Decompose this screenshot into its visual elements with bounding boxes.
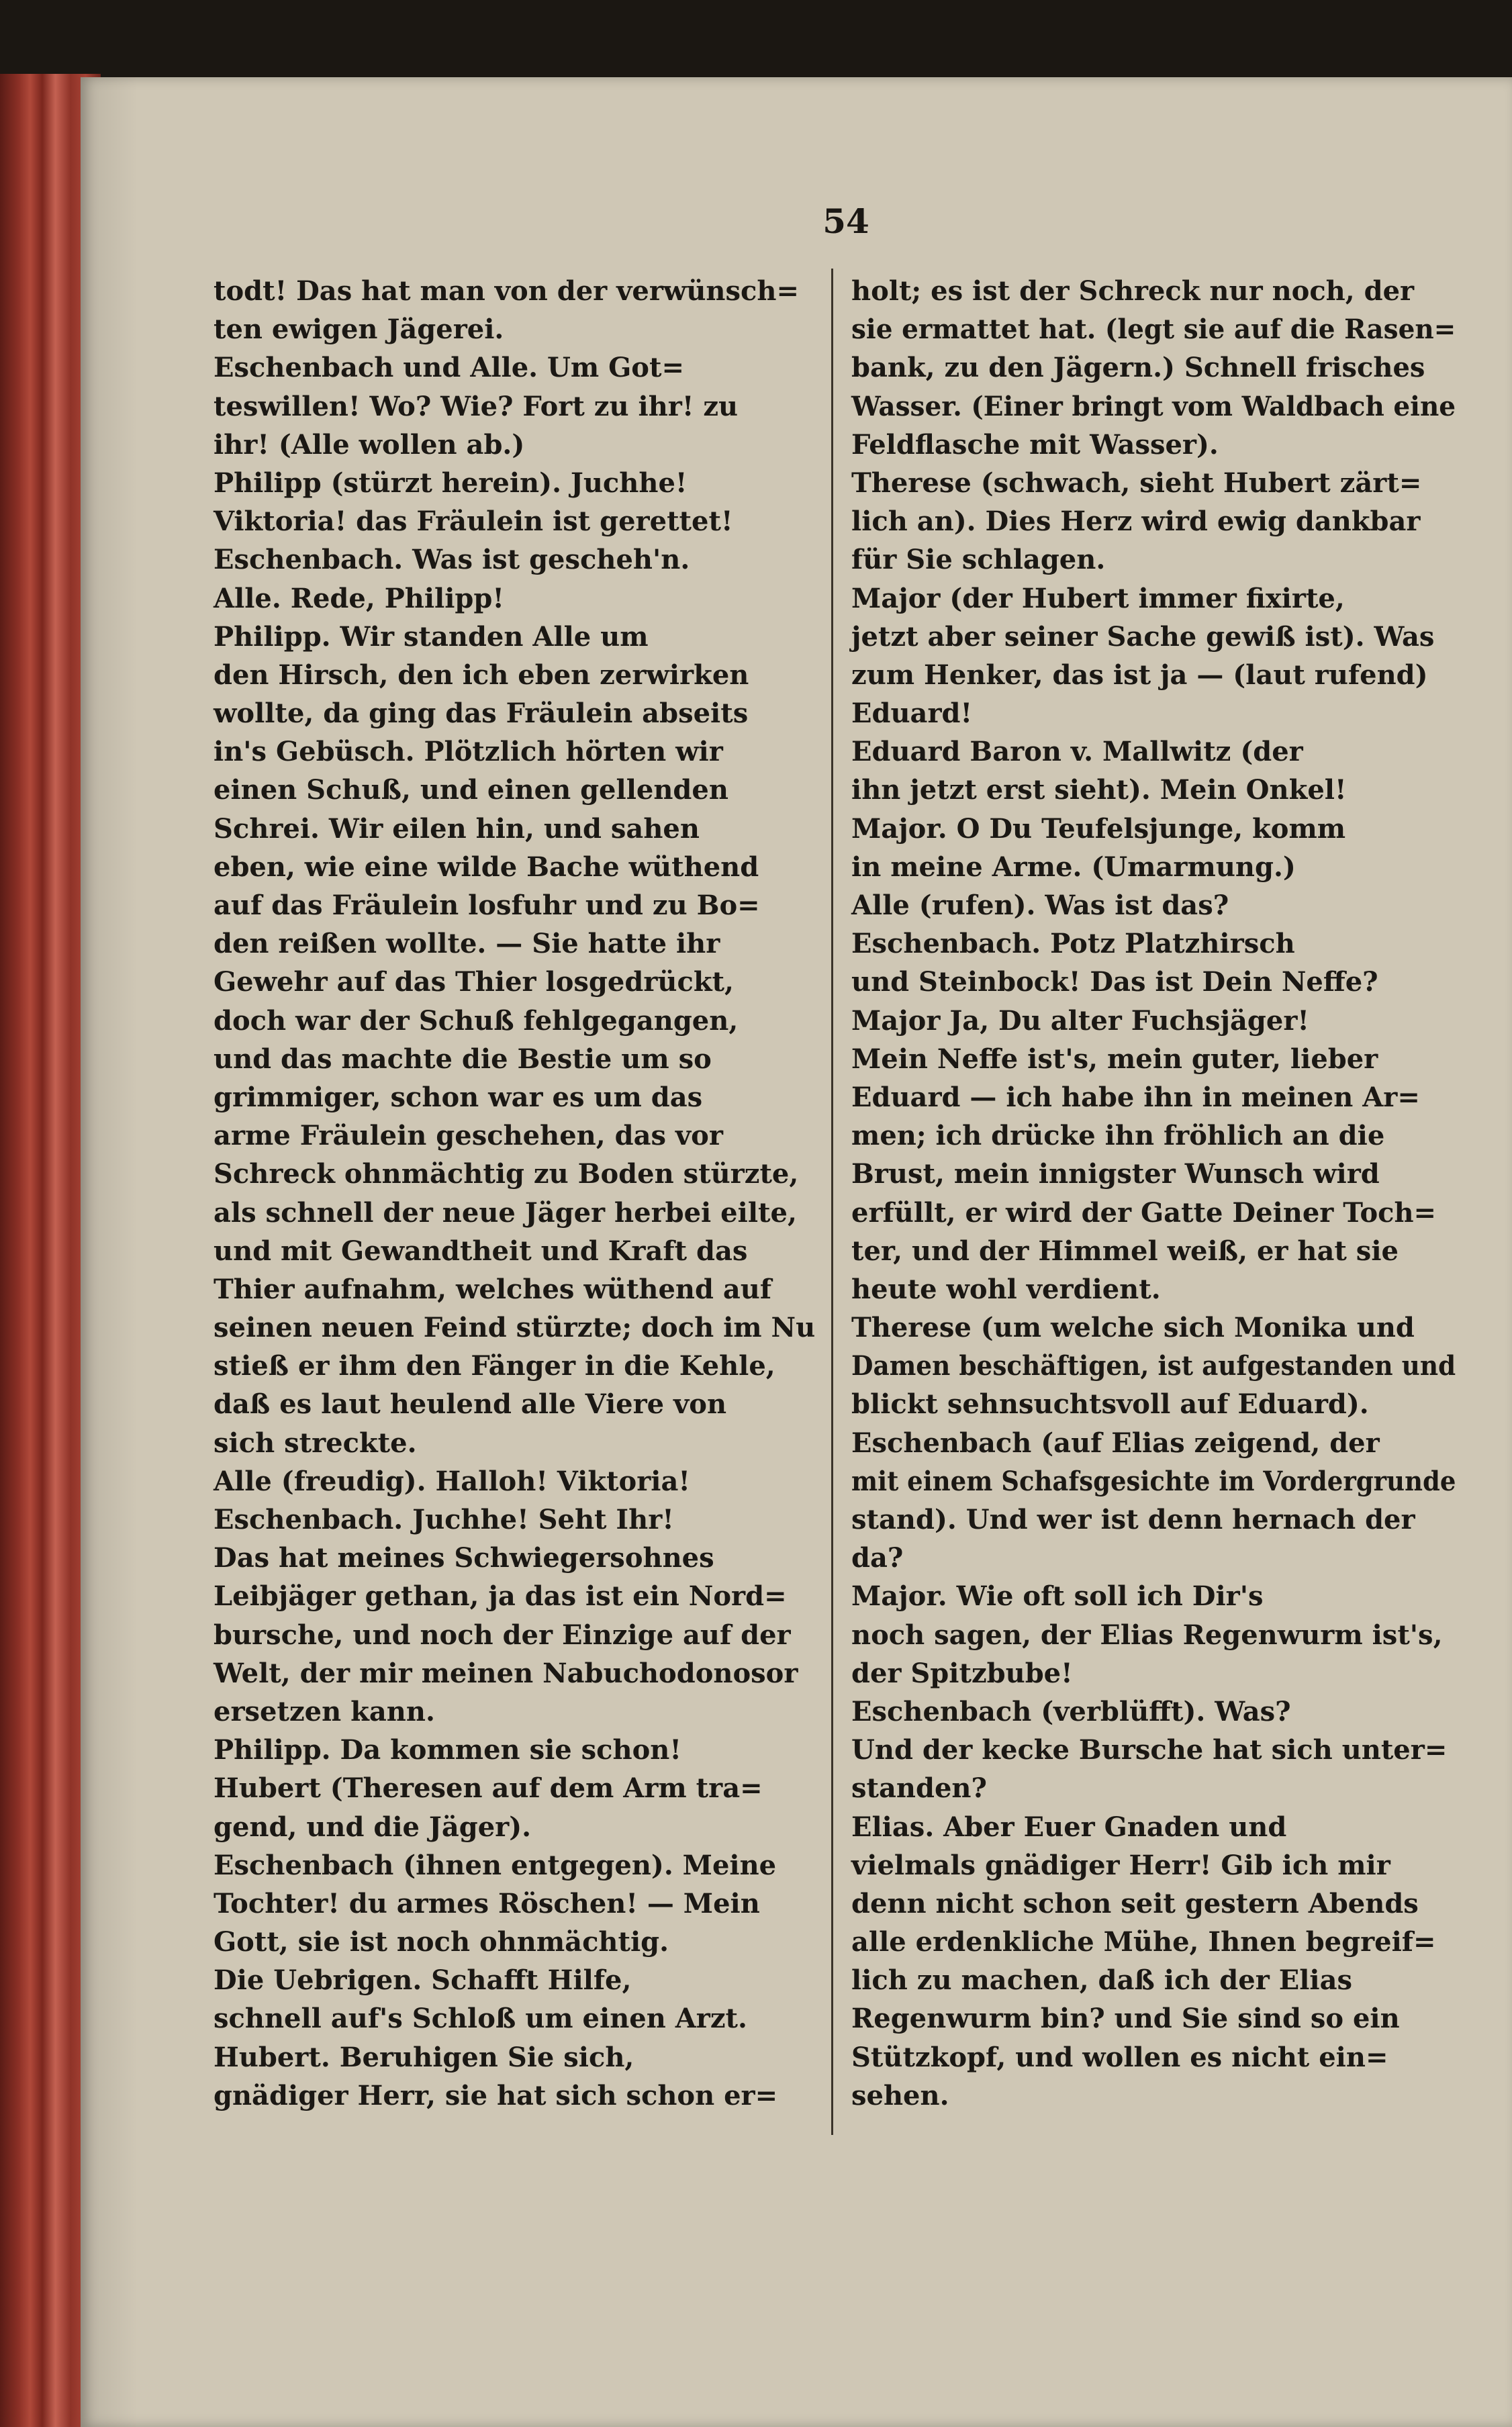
text-line: teswillen! Wo? Wie? Fort zu ihr! zu (214, 390, 739, 422)
text-line: bank, zu den Jägern.) Schnell frisches (851, 352, 1425, 384)
text-line: ten ewigen Jägerei. (214, 314, 504, 346)
text-line: Und der kecke Bursche hat sich unter= (851, 1734, 1448, 1766)
text-line: Eschenbach. Was ist gescheh'n. (214, 544, 690, 576)
text-line: in's Gebüsch. Plötzlich hörten wir (214, 736, 723, 768)
text-line: und mit Gewandtheit und Kraft das (214, 1235, 748, 1267)
text-line: den Hirsch, den ich eben zerwirken (214, 659, 749, 691)
text-line: Mein Neffe ist's, mein guter, lieber (851, 1043, 1378, 1075)
text-line: Alle (freudig). Halloh! Viktoria! (214, 1465, 690, 1497)
text-line: schnell auf's Schloß um einen Arzt. (214, 2003, 747, 2035)
text-line: Philipp (stürzt herein). Juchhe! (214, 467, 688, 499)
text-line: sehen. (851, 2079, 949, 2111)
text-line: Leibjäger gethan, ja das ist ein Nord= (214, 1580, 787, 1613)
text-line: Therese (schwach, sieht Hubert zärt= (851, 467, 1422, 499)
text-line: Major. O Du Teufelsjunge, komm (851, 812, 1346, 845)
text-line: Tochter! du armes Röschen! — Mein (214, 1887, 760, 1919)
text-line: grimmiger, schon war es um das (214, 1081, 703, 1113)
left-text-column (214, 272, 818, 2115)
text-line: einen Schuß, und einen gellenden (214, 774, 728, 806)
text-line: und Steinbock! Das ist Dein Neffe? (851, 966, 1378, 998)
text-line: Philipp. Wir standen Alle um (214, 620, 649, 653)
text-line: jetzt aber seiner Sache gewiß ist). Was (851, 620, 1435, 653)
text-line: mit einem Schafsgesichte im Vordergrunde (851, 1465, 1456, 1497)
text-line: Eschenbach (auf Elias zeigend, der (851, 1427, 1380, 1459)
text-line: Major (der Hubert immer fixirte, (851, 582, 1345, 614)
text-line: Thier aufnahm, welches wüthend auf (214, 1273, 772, 1305)
text-line: auf das Fräulein losfuhr und zu Bo= (214, 890, 760, 921)
text-line: Stützkopf, und wollen es nicht ein= (851, 2041, 1388, 2073)
text-line: Schrei. Wir eilen hin, und sahen (214, 812, 700, 845)
text-line: bursche, und noch der Einzige auf der (214, 1619, 791, 1651)
text-line: Schreck ohnmächtig zu Boden stürzte, (214, 1158, 799, 1190)
text-line: holt; es ist der Schreck nur noch, der (851, 275, 1415, 307)
text-line: sie ermattet hat. (legt sie auf die Rasen= (851, 314, 1456, 346)
right-text-column (851, 272, 1456, 2115)
text-line: arme Fräulein geschehen, das vor (214, 1120, 723, 1152)
text-line: men; ich drücke ihn fröhlich an die (851, 1120, 1385, 1152)
text-line: gnädiger Herr, sie hat sich schon er= (214, 2079, 778, 2111)
text-line: ihr! (Alle wollen ab.) (214, 428, 525, 461)
text-line: als schnell der neue Jäger herbei eilte, (214, 1196, 797, 1229)
text-line: todt! Das hat man von der verwünsch= (214, 275, 799, 307)
text-line: Elias. Aber Euer Gnaden und (851, 1811, 1287, 1843)
text-line: Das hat meines Schwiegersohnes (214, 1542, 714, 1574)
text-line: stieß er ihm den Fänger in die Kehle, (214, 1350, 775, 1382)
text-line: lich an). Dies Herz wird ewig dankbar (851, 506, 1421, 538)
text-line: Welt, der mir meinen Nabuchodonosor (214, 1657, 798, 1689)
text-line: standen? (851, 1772, 987, 1805)
text-line: Philipp. Da kommen sie schon! (214, 1734, 681, 1766)
text-line: Feldflasche mit Wasser). (851, 428, 1219, 461)
text-line: sich streckte. (214, 1427, 417, 1459)
text-line: denn nicht schon seit gestern Abends (851, 1887, 1419, 1919)
column-divider (831, 269, 833, 2135)
text-line: seinen neuen Feind stürzte; doch im Nu (214, 1312, 816, 1344)
page-number: 54 (822, 201, 869, 241)
text-line: Gott, sie ist noch ohnmächtig. (214, 1926, 669, 1958)
text-line: erfüllt, er wird der Gatte Deiner Toch= (851, 1196, 1437, 1229)
text-line: Eschenbach. Juchhe! Seht Ihr! (214, 1504, 674, 1535)
text-line: Regenwurm bin? und Sie sind so ein (851, 2003, 1400, 2035)
text-line: den reißen wollte. — Sie hatte ihr (214, 928, 720, 960)
text-line: wollte, da ging das Fräulein abseits (214, 698, 749, 730)
text-line: Brust, mein innigster Wunsch wird (851, 1158, 1380, 1190)
text-line: ter, und der Himmel weiß, er hat sie (851, 1235, 1399, 1267)
text-line: Eschenbach. Potz Platzhirsch (851, 928, 1295, 960)
text-line: zum Henker, das ist ja — (laut rufend) (851, 659, 1428, 691)
text-line: Gewehr auf das Thier losgedrückt, (214, 966, 734, 998)
text-line: Alle (rufen). Was ist das? (851, 890, 1229, 921)
text-line: Eschenbach (ihnen entgegen). Meine (214, 1849, 777, 1881)
text-line: Major Ja, Du alter Fuchsjäger! (851, 1004, 1309, 1037)
text-line: Eschenbach (verblüfft). Was? (851, 1695, 1291, 1727)
text-line: Hubert (Theresen auf dem Arm tra= (214, 1772, 763, 1805)
text-line: alle erdenkliche Mühe, Ihnen begreif= (851, 1926, 1436, 1958)
text-line: der Spitzbube! (851, 1657, 1073, 1689)
text-line: noch sagen, der Elias Regenwurm ist's, (851, 1619, 1443, 1651)
text-line: Major. Wie oft soll ich Dir's (851, 1580, 1264, 1613)
text-line: Eduard! (851, 698, 973, 730)
text-line: heute wohl verdient. (851, 1273, 1161, 1305)
text-line: und das machte die Bestie um so (214, 1043, 712, 1075)
text-line: eben, wie eine wilde Bache wüthend (214, 851, 759, 883)
text-line: ersetzen kann. (214, 1695, 435, 1727)
text-line: Eschenbach und Alle. Um Got= (214, 352, 684, 384)
text-line: Damen beschäftigen, ist aufgestanden und (851, 1350, 1456, 1382)
text-line: Eduard Baron v. Mallwitz (der (851, 736, 1303, 768)
text-line: lich zu machen, daß ich der Elias (851, 1964, 1353, 1997)
text-line: Eduard — ich habe ihn in meinen Ar= (851, 1081, 1420, 1113)
text-line: Hubert. Beruhigen Sie sich, (214, 2041, 634, 2073)
text-line: da? (851, 1542, 904, 1574)
text-line: daß es laut heulend alle Viere von (214, 1388, 727, 1421)
text-line: in meine Arme. (Umarmung.) (851, 851, 1296, 883)
text-line: gend, und die Jäger). (214, 1811, 532, 1843)
text-line: Alle. Rede, Philipp! (214, 582, 504, 614)
text-line: Viktoria! das Fräulein ist gerettet! (214, 506, 733, 538)
text-line: Die Uebrigen. Schafft Hilfe, (214, 1964, 632, 1997)
text-line: Wasser. (Einer bringt vom Waldbach eine (851, 390, 1456, 422)
text-line: für Sie schlagen. (851, 544, 1106, 576)
text-line: doch war der Schuß fehlgegangen, (214, 1004, 739, 1037)
text-line: stand). Und wer ist denn hernach der (851, 1504, 1415, 1535)
text-line: ihn jetzt erst sieht). Mein Onkel! (851, 774, 1347, 806)
text-line: vielmals gnädiger Herr! Gib ich mir (851, 1849, 1390, 1881)
text-line: Therese (um welche sich Monika und (851, 1312, 1415, 1344)
text-line: blickt sehnsuchtsvoll auf Eduard). (851, 1388, 1369, 1421)
